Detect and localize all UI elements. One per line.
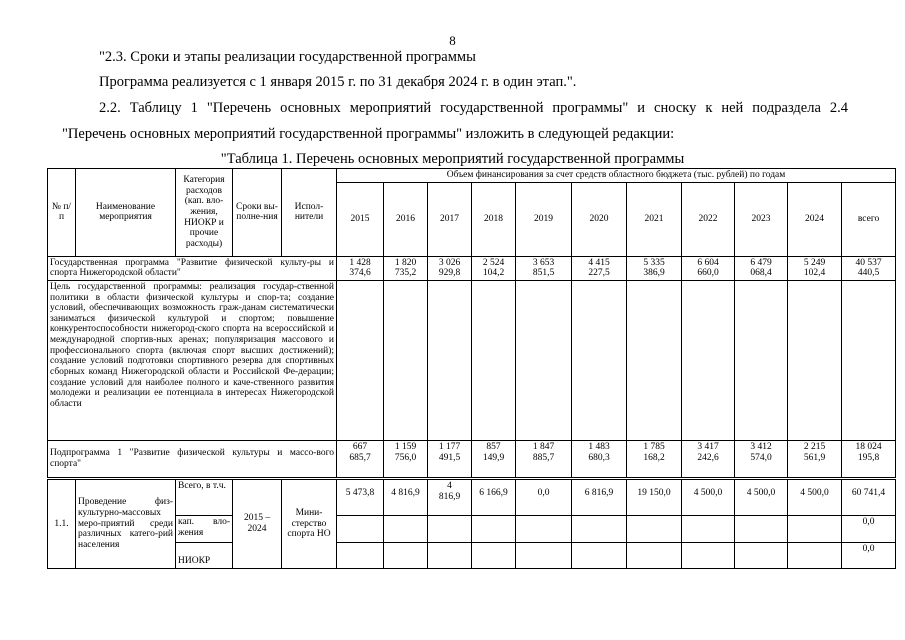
program-total: 40 537 440,5 — [842, 256, 896, 280]
program-value: 1 820 735,2 — [384, 256, 428, 280]
value-cell: 5 473,8 — [337, 478, 384, 515]
header-category: Категория расходов (кап. вло-жения, НИОКР и прочие расходы) — [176, 169, 233, 257]
subprogram-value: 2 215 561,9 — [788, 440, 842, 478]
header-year: 2017 — [428, 182, 472, 256]
program-value: 3 026 929,8 — [428, 256, 472, 280]
program-value: 1 428 374,6 — [337, 256, 384, 280]
header-year: 2020 — [572, 182, 627, 256]
row-number: 1.1. — [48, 478, 76, 568]
value-cell: 4 816,9 — [384, 478, 428, 515]
header-year: 2015 — [337, 182, 384, 256]
value-total: 0,0 — [842, 542, 896, 568]
program-value: 6 604 660,0 — [682, 256, 735, 280]
header-year: 2016 — [384, 182, 428, 256]
header-year: 2022 — [682, 182, 735, 256]
value-cell: 4 816,9 — [428, 478, 472, 515]
value-cell: 0,0 — [516, 478, 572, 515]
value-cell: 6 166,9 — [472, 478, 516, 515]
header-num: № п/п — [48, 169, 76, 257]
header-year: 2023 — [735, 182, 788, 256]
program-value: 5 335 386,9 — [627, 256, 682, 280]
header-total: всего — [842, 182, 896, 256]
category-cell: Всего, в т.ч. — [176, 478, 233, 515]
subprogram-value: 1 847 885,7 — [516, 440, 572, 478]
program-value: 6 479 068,4 — [735, 256, 788, 280]
header-year: 2018 — [472, 182, 516, 256]
value-cell: 4 500,0 — [788, 478, 842, 515]
program-value: 5 249 102,4 — [788, 256, 842, 280]
section-heading: "2.3. Сроки и этапы реализации государственной программы — [99, 49, 476, 65]
subprogram-total: 18 024 195,8 — [842, 440, 896, 478]
subprogram-value: 1 483 680,3 — [572, 440, 627, 478]
value-total: 60 741,4 — [842, 478, 896, 515]
category-cell: кап. вло-жения — [176, 515, 233, 542]
measure-terms: 2015 – 2024 — [233, 478, 282, 568]
value-cell: 4 500,0 — [682, 478, 735, 515]
header-executors: Испол-нители — [282, 169, 337, 257]
header-year: 2019 — [516, 182, 572, 256]
header-funding: Объем финансирования за счет средств областного бюджета (тыс. рублей) по годам — [337, 169, 896, 183]
subprogram-value: 1 159 756,0 — [384, 440, 428, 478]
measure-name: Проведение физ-культурно-массовых меро-приятий среди различных катего-рий населения — [76, 478, 176, 568]
value-cell: 6 816,9 — [572, 478, 627, 515]
header-name: Наименование мероприятия — [76, 169, 176, 257]
program-goal: Цель государственной программы: реализация государ-ственной политики в области физической культуры и спор-та; создание условий, обеспечивающих возможность граж-данам систематически заниматься физической культурой и спортом; повышение конкурентоспособности нижегород-ского спорта на всероссийской и международной спортив-ных аренах; популяризация массового и профессионального спорта (включая спорт высших достижений); создание условий подготовки спортивного резерва для спортивных сборных команд Нижегородской области и Российской Фе-дерации; создание условий для наиболее полного и каче-ственного развития молодежи и реализации ее потенциала в интересах Нижегородской области — [48, 280, 337, 440]
subprogram-value: 3 412 574,0 — [735, 440, 788, 478]
program-title: Государственная программа "Развитие физической культу-ры и спорта Нижегородской области" — [48, 256, 337, 280]
header-year: 2024 — [788, 182, 842, 256]
subprogram-value: 3 417 242,6 — [682, 440, 735, 478]
subprogram-value: 1 177 491,5 — [428, 440, 472, 478]
header-year: 2021 — [627, 182, 682, 256]
program-value: 3 653 851,5 — [516, 256, 572, 280]
program-value: 4 415 227,5 — [572, 256, 627, 280]
paragraph-amendment-line2: "Перечень основных мероприятий государственной программы" изложить в следующей редакции: — [62, 126, 675, 142]
subprogram-value: 1 785 168,2 — [627, 440, 682, 478]
subprogram-value: 667 685,7 — [337, 440, 384, 478]
paragraph-term: Программа реализуется с 1 января 2015 г. по 31 декабря 2024 г. в один этап.". — [99, 74, 577, 90]
subprogram-title: Подпрограмма 1 "Развитие физической культуры и массо-вого спорта" — [48, 440, 337, 478]
paragraph-amendment-line1: 2.2. Таблицу 1 "Перечень основных мероприятий государственной программы" и сноску к ней подраздела 2.4 — [99, 100, 848, 116]
page-number: 8 — [449, 33, 456, 48]
category-cell: НИОКР — [176, 542, 233, 568]
value-cell: 19 150,0 — [627, 478, 682, 515]
program-value: 2 524 104,2 — [472, 256, 516, 280]
measure-executor: Мини-стерство спорта НО — [282, 478, 337, 568]
measures-table — [47, 168, 896, 569]
subprogram-value: 857 149,9 — [472, 440, 516, 478]
table-caption: "Таблица 1. Перечень основных мероприятий государственной программы — [220, 151, 685, 167]
header-terms: Сроки вы-полне-ния — [233, 169, 282, 257]
value-total: 0,0 — [842, 515, 896, 542]
value-cell: 4 500,0 — [735, 478, 788, 515]
